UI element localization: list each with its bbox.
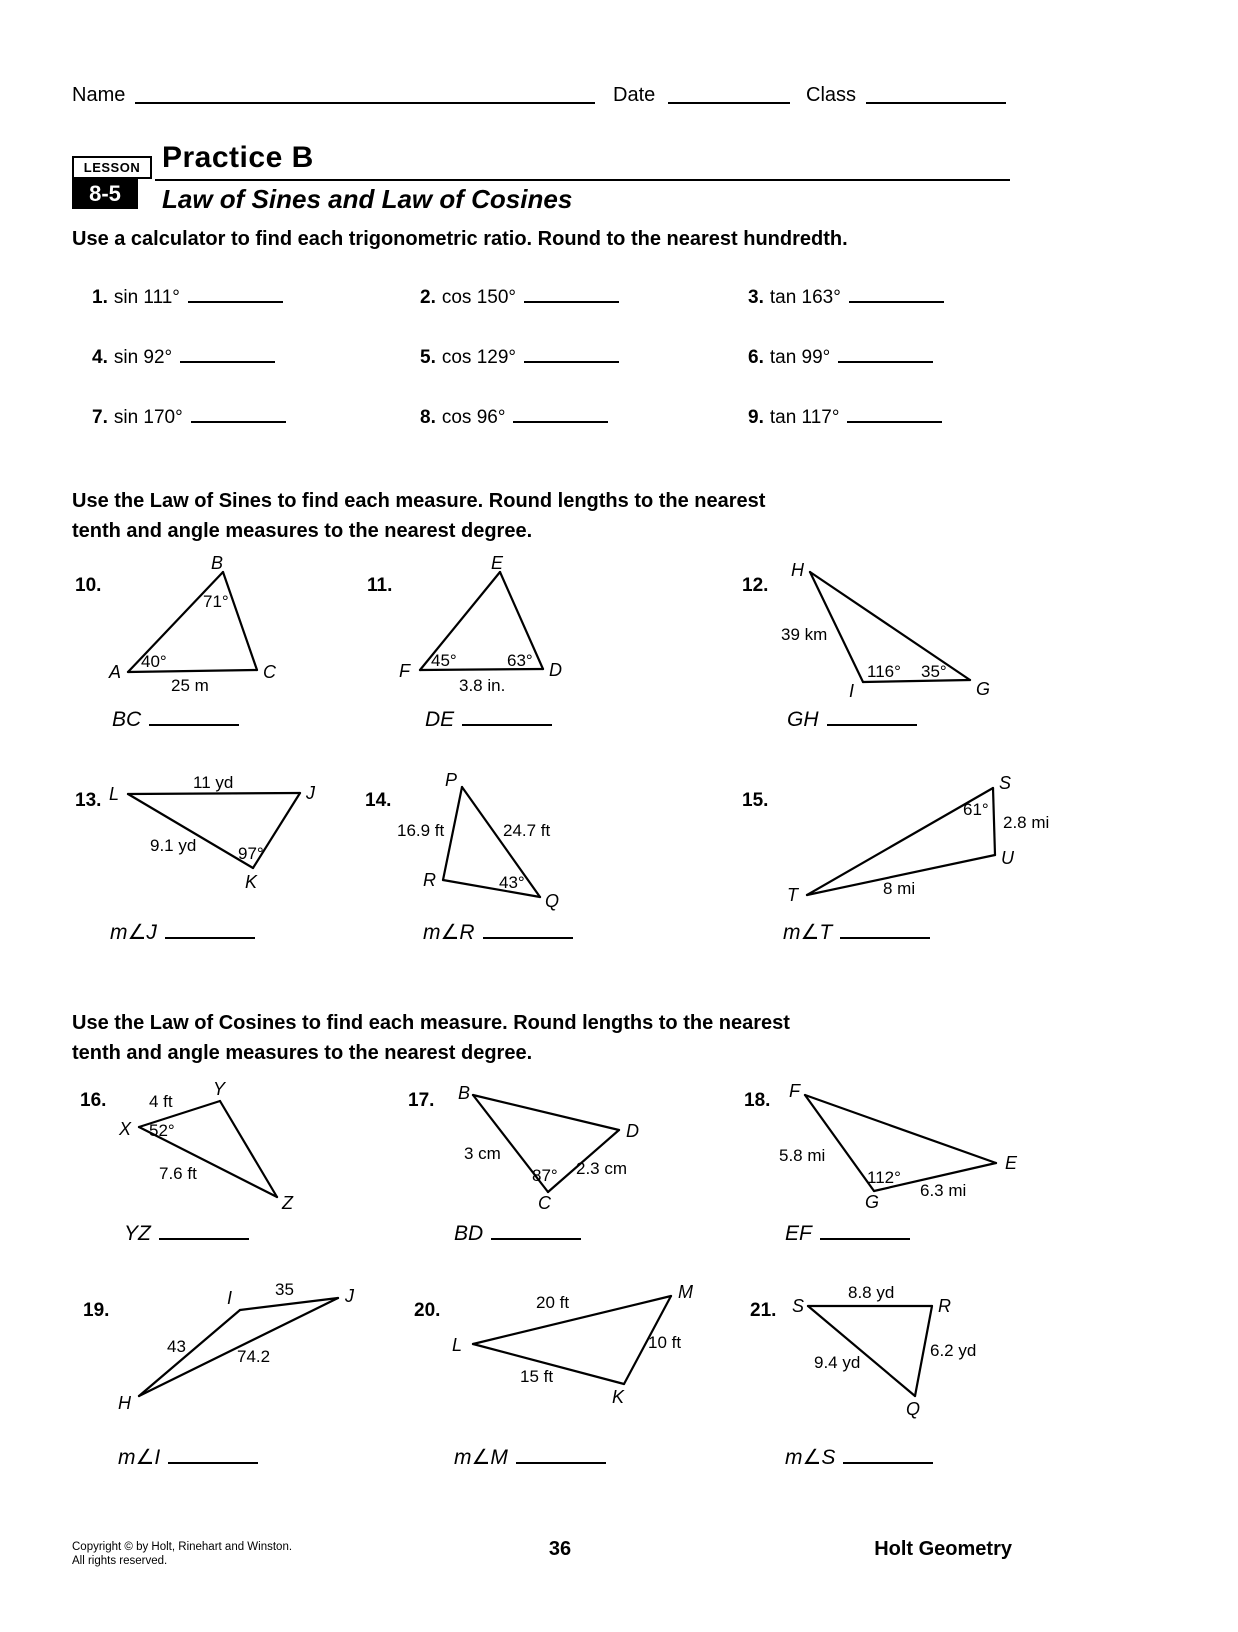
ratio-expression: tan 163° xyxy=(769,287,841,308)
vertex-label: Z xyxy=(282,1193,293,1213)
name-blank xyxy=(135,86,595,104)
angle-label: 45° xyxy=(431,651,457,670)
answer-item xyxy=(425,708,552,732)
triangle-diagram-18 xyxy=(755,1075,1025,1215)
triangle-side xyxy=(808,1306,915,1396)
ratio-expression: sin 170° xyxy=(113,407,183,428)
problem-number: 15. xyxy=(742,790,769,811)
vertex-label: E xyxy=(491,553,504,573)
answer-blank xyxy=(165,921,255,939)
vertex-label: A xyxy=(109,662,122,682)
lesson-badge xyxy=(72,156,152,209)
ratio-problem-2 xyxy=(420,285,619,309)
answer-blank xyxy=(524,345,619,363)
problem-number: 20. xyxy=(414,1300,441,1321)
book-title: Holt Geometry xyxy=(874,1538,1012,1560)
answer-item xyxy=(454,1445,606,1470)
answer-blank xyxy=(820,1222,910,1240)
triangle-diagram-19 xyxy=(105,1282,365,1412)
problem-number: 21. xyxy=(750,1300,777,1321)
answer-blank xyxy=(513,405,608,423)
problem-number: 7. xyxy=(92,407,108,428)
angle-label: 71° xyxy=(203,592,229,611)
answer-label: DE xyxy=(425,708,455,731)
vertex-label: T xyxy=(787,885,798,905)
triangle-diagram-21 xyxy=(770,1282,1000,1422)
instruction-sines: Use the Law of Sines to find each measure. Round lengths to the nearest tenth and angle measures to the nearest degree. xyxy=(72,490,766,542)
triangle-side xyxy=(473,1296,671,1344)
vertex-label: R xyxy=(938,1296,951,1316)
vertex-label: H xyxy=(791,560,804,580)
vertex-label: L xyxy=(109,784,120,804)
lesson-subtitle: Law of Sines and Law of Cosines xyxy=(162,184,573,214)
date-blank xyxy=(668,86,790,104)
side-label: 11 yd xyxy=(193,773,234,792)
class-blank xyxy=(866,86,1006,104)
answer-label: m∠I xyxy=(118,1446,161,1469)
side-label: 4 ft xyxy=(149,1092,173,1111)
triangle-diagram-13 xyxy=(105,775,335,895)
triangle-side xyxy=(128,794,253,868)
problem-number: 11. xyxy=(367,575,393,596)
answer-item xyxy=(785,1222,910,1246)
vertex-label: I xyxy=(227,1288,233,1308)
triangle-side xyxy=(128,793,300,794)
problem-number: 17. xyxy=(408,1090,435,1111)
vertex-label: C xyxy=(263,662,276,682)
vertex-label: J xyxy=(345,1286,354,1306)
side-label: 9.4 yd xyxy=(814,1353,861,1372)
problem-number: 1. xyxy=(92,287,108,308)
vertex-label: J xyxy=(306,783,315,803)
answer-blank xyxy=(849,285,944,303)
answer-item xyxy=(110,920,255,945)
copyright-text: Copyright © by Holt, Rinehart and Winston. All rights reserved. xyxy=(72,1541,293,1567)
vertex-label: U xyxy=(1001,848,1014,868)
instruction-calculator: Use a calculator to find each trigonometric ratio. Round to the nearest hundredth. xyxy=(72,228,848,250)
angle-label: 63° xyxy=(507,651,533,670)
class-field-label: Class xyxy=(806,84,857,106)
side-label: 25 m xyxy=(171,676,209,695)
vertex-label: Q xyxy=(545,891,560,911)
triangle-side xyxy=(805,1095,874,1191)
triangle-side xyxy=(993,788,995,855)
vertex-label: G xyxy=(976,679,991,699)
side-label: 10 ft xyxy=(648,1333,682,1352)
side-label: 16.9 ft xyxy=(397,821,445,840)
vertex-label: L xyxy=(452,1335,463,1355)
answer-label: m∠S xyxy=(785,1446,836,1469)
problem-number: 12. xyxy=(742,575,769,596)
ratio-expression: cos 96° xyxy=(441,407,506,428)
answer-item xyxy=(783,920,930,945)
instruction-cosines: Use the Law of Cosines to find each measure. Round lengths to the nearest tenth and angle measures to the nearest degree. xyxy=(72,1012,790,1064)
triangle-side xyxy=(443,787,462,880)
side-label: 35 xyxy=(275,1280,294,1299)
vertex-label: B xyxy=(211,553,224,573)
answer-blank xyxy=(168,1446,258,1464)
ratio-problem-9 xyxy=(748,405,942,429)
side-label: 8.8 yd xyxy=(848,1283,895,1302)
problem-number: 4. xyxy=(92,347,108,368)
vertex-label: Y xyxy=(213,1079,226,1099)
vertex-label: C xyxy=(538,1193,551,1213)
vertex-label: S xyxy=(999,773,1012,793)
answer-item xyxy=(423,920,573,945)
triangle-diagram-14 xyxy=(395,772,595,912)
answer-blank xyxy=(483,921,573,939)
problem-number: 16. xyxy=(80,1090,107,1111)
angle-label: 116° xyxy=(867,662,901,681)
triangle-side xyxy=(805,1095,996,1163)
lesson-badge-number: 8-5 xyxy=(72,179,138,209)
vertex-label: F xyxy=(789,1081,800,1101)
practice-title: Practice B xyxy=(162,141,314,174)
side-label: 2.3 cm xyxy=(576,1159,628,1178)
title-rule xyxy=(155,179,1010,181)
vertex-label: K xyxy=(245,872,258,892)
side-label: 24.7 ft xyxy=(503,821,551,840)
side-label: 20 ft xyxy=(536,1293,570,1312)
vertex-label: S xyxy=(792,1296,805,1316)
answer-label: m∠J xyxy=(110,921,157,944)
triangle-diagram-15 xyxy=(765,770,1065,910)
lesson-badge-word: LESSON xyxy=(72,156,152,179)
triangle-diagram-17 xyxy=(420,1075,650,1215)
vertex-label: B xyxy=(458,1083,471,1103)
ratio-problem-1 xyxy=(92,285,283,309)
problem-number: 13. xyxy=(75,790,102,811)
ratio-expression: tan 117° xyxy=(769,407,840,428)
problem-number: 5. xyxy=(420,347,436,368)
side-label: 15 ft xyxy=(520,1367,554,1386)
triangle-diagram-11 xyxy=(395,553,625,697)
ratio-problem-6 xyxy=(748,345,933,369)
name-field-label: Name xyxy=(72,84,126,106)
ratio-expression: cos 150° xyxy=(441,287,517,308)
vertex-label: I xyxy=(849,681,855,701)
answer-label: m∠M xyxy=(454,1446,508,1469)
side-label: 5.8 mi xyxy=(779,1146,826,1165)
side-label: 8 mi xyxy=(883,879,916,898)
vertex-label: M xyxy=(678,1282,693,1302)
vertex-label: K xyxy=(612,1387,625,1407)
answer-blank xyxy=(180,345,275,363)
ratio-problem-3 xyxy=(748,285,944,309)
ratio-problem-4 xyxy=(92,345,275,369)
angle-label: 35° xyxy=(921,662,947,681)
answer-label: BD xyxy=(454,1222,484,1245)
triangle-diagram-16 xyxy=(105,1075,325,1220)
side-label: 7.6 ft xyxy=(159,1164,197,1183)
vertex-label: P xyxy=(445,770,458,790)
answer-item xyxy=(112,708,239,732)
problem-number: 19. xyxy=(83,1300,110,1321)
side-label: 3 cm xyxy=(464,1144,501,1163)
answer-label: GH xyxy=(787,708,819,731)
triangle-diagram-20 xyxy=(420,1282,700,1412)
triangle-diagram-12 xyxy=(775,552,1005,702)
ratio-expression: tan 99° xyxy=(769,347,831,368)
problem-number: 2. xyxy=(420,287,436,308)
answer-blank xyxy=(524,285,619,303)
ratio-expression: cos 129° xyxy=(441,347,517,368)
vertex-label: R xyxy=(423,870,436,890)
answer-blank xyxy=(159,1222,249,1240)
ratio-expression: sin 92° xyxy=(113,347,173,368)
date-field-label: Date xyxy=(613,84,656,106)
side-label: 43 xyxy=(167,1337,186,1356)
answer-blank xyxy=(516,1446,606,1464)
angle-label: 43° xyxy=(499,873,525,892)
answer-blank xyxy=(191,405,286,423)
triangle-diagram-10 xyxy=(105,553,325,697)
problem-number: 9. xyxy=(748,407,764,428)
side-label: 3.8 in. xyxy=(459,676,506,695)
ratio-problem-8 xyxy=(420,405,608,429)
ratio-problem-7 xyxy=(92,405,286,429)
vertex-label: E xyxy=(1005,1153,1018,1173)
answer-blank xyxy=(847,405,942,423)
side-label: 9.1 yd xyxy=(150,836,197,855)
answer-blank xyxy=(827,708,917,726)
side-label: 39 km xyxy=(781,625,828,644)
ratio-problem-5 xyxy=(420,345,619,369)
answer-item xyxy=(124,1222,249,1246)
vertex-label: D xyxy=(549,660,562,680)
angle-label: 52° xyxy=(149,1121,175,1140)
answer-label: EF xyxy=(785,1222,812,1245)
problem-number: 6. xyxy=(748,347,764,368)
answer-item xyxy=(454,1222,581,1246)
ratio-expression: sin 111° xyxy=(113,287,180,308)
problem-number: 10. xyxy=(75,575,102,596)
answer-blank xyxy=(840,921,930,939)
answer-blank xyxy=(149,708,239,726)
answer-item xyxy=(785,1445,933,1470)
vertex-label: H xyxy=(118,1393,131,1413)
problem-number: 18. xyxy=(744,1090,771,1111)
vertex-label: F xyxy=(399,661,410,681)
angle-label: 97° xyxy=(238,844,264,863)
side-label: 6.3 mi xyxy=(920,1181,967,1200)
answer-label: BC xyxy=(112,708,142,731)
answer-item xyxy=(118,1445,258,1470)
problem-number: 14. xyxy=(365,790,392,811)
page-number: 36 xyxy=(548,1538,572,1560)
angle-label: 40° xyxy=(141,652,167,671)
side-label: 74.2 xyxy=(237,1347,271,1366)
answer-blank xyxy=(838,345,933,363)
angle-label: 61° xyxy=(963,800,989,819)
answer-label: YZ xyxy=(124,1222,151,1245)
answer-item xyxy=(787,708,917,732)
vertex-label: Q xyxy=(906,1399,921,1419)
problem-number: 8. xyxy=(420,407,436,428)
triangle-side xyxy=(223,572,257,670)
answer-blank xyxy=(491,1222,581,1240)
problem-number: 3. xyxy=(748,287,764,308)
answer-blank xyxy=(462,708,552,726)
answer-blank xyxy=(843,1446,933,1464)
triangle-side xyxy=(240,1298,338,1310)
vertex-label: G xyxy=(865,1192,880,1212)
side-label: 6.2 yd xyxy=(930,1341,977,1360)
triangle-side xyxy=(443,880,540,897)
side-label: 2.8 mi xyxy=(1003,813,1050,832)
vertex-label: D xyxy=(626,1121,639,1141)
answer-blank xyxy=(188,285,283,303)
answer-label: m∠R xyxy=(423,921,475,944)
angle-label: 112° xyxy=(867,1168,901,1187)
answer-label: m∠T xyxy=(783,921,833,944)
angle-label: 87° xyxy=(532,1166,558,1185)
vertex-label: X xyxy=(119,1119,132,1139)
